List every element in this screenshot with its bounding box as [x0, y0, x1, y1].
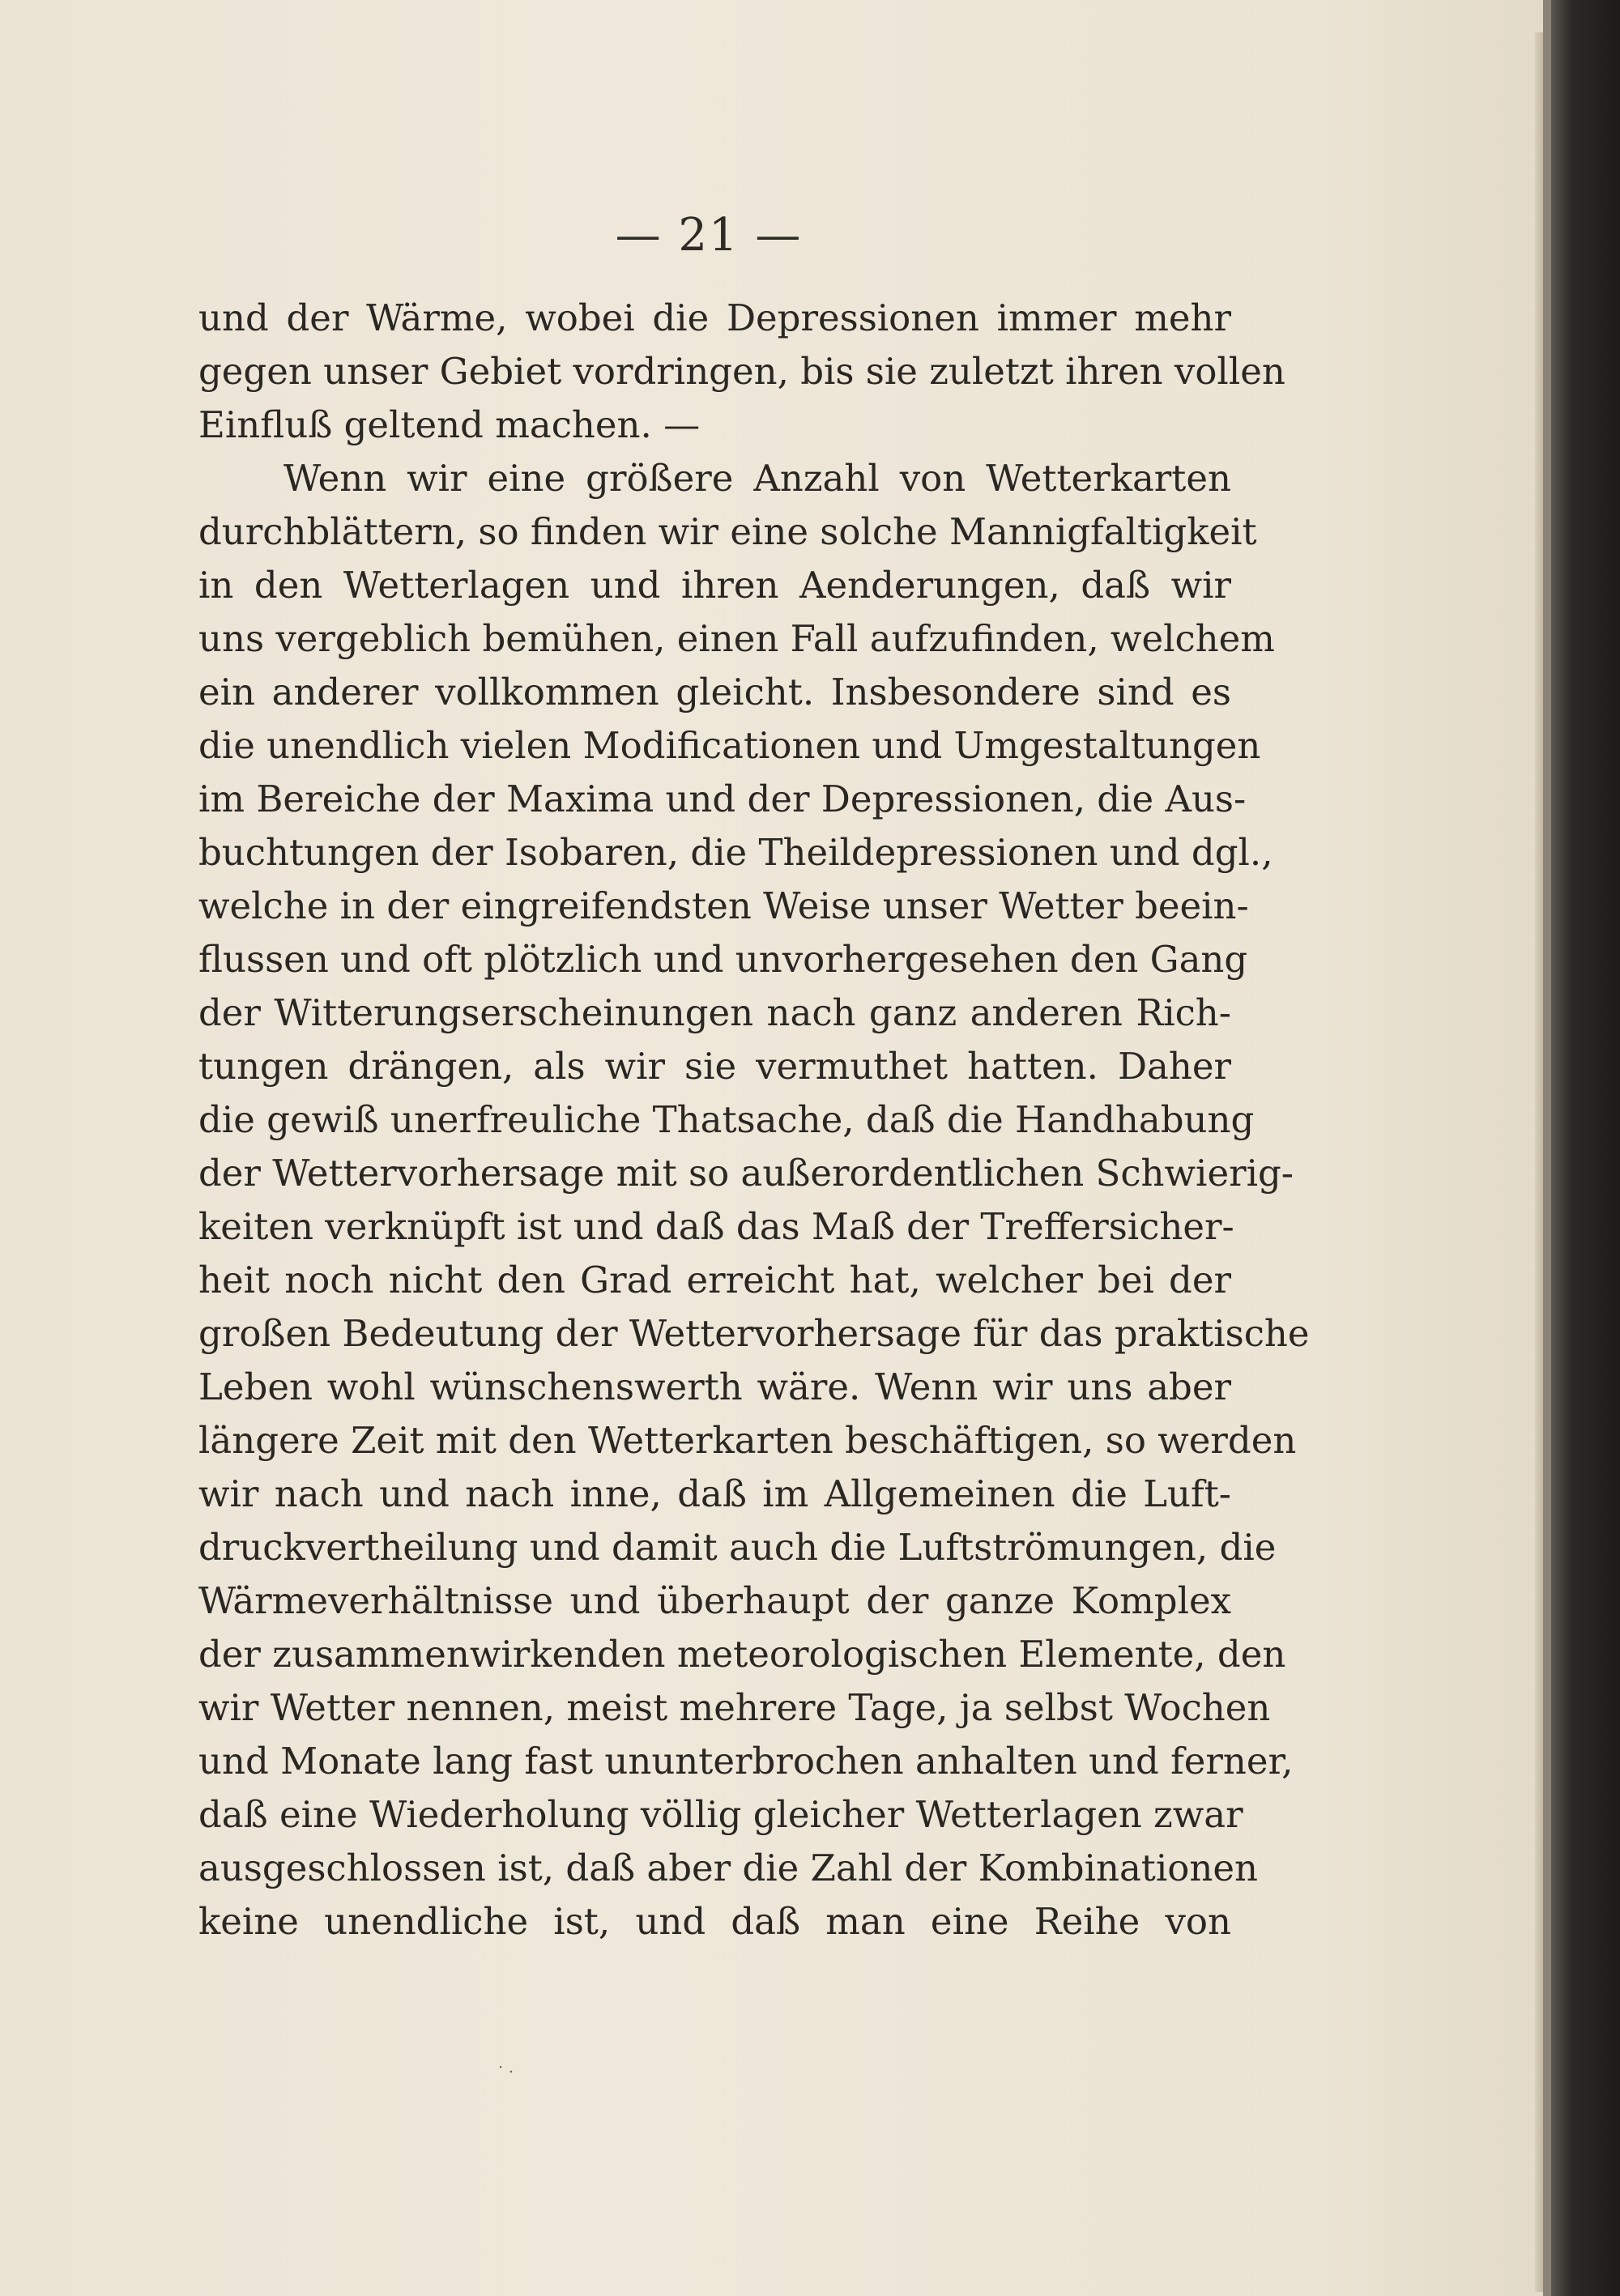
text-line: daß eine Wiederholung völlig gleicher Wetterlagen zwar [198, 1793, 1243, 1836]
text-line: in den Wetterlagen und ihren Aenderungen, daß wir [198, 564, 1231, 607]
text-line: ein anderer vollkommen gleicht. Insbesondere sind es [198, 671, 1231, 714]
text-line: uns vergeblich bemühen, einen Fall aufzufinden, welchem [198, 617, 1275, 660]
text-line: die unendlich vielen Modificationen und Umgestaltungen [198, 724, 1261, 767]
text-line: flussen und oft plötzlich und unvorhergesehen den Gang [198, 938, 1248, 981]
text-line: Leben wohl wünschenswerth wäre. Wenn wir uns aber [198, 1365, 1231, 1408]
text-line: durchblättern, so finden wir eine solche Mannigfaltigkeit [198, 510, 1257, 553]
book-cover [1551, 0, 1620, 2296]
text-line: großen Bedeutung der Wettervorhersage für das praktische [198, 1312, 1310, 1355]
cover-edge-highlight [1543, 0, 1551, 2296]
text-line: und Monate lang fast ununterbrochen anhalten und ferner, [198, 1740, 1294, 1783]
paper-specks: · . [498, 2057, 514, 2077]
text-line: der Witterungserscheinungen nach ganz anderen Rich- [198, 991, 1231, 1034]
text-line: heit noch nicht den Grad erreicht hat, welcher bei der [198, 1259, 1231, 1301]
text-line: keiten verknüpft ist und daß das Maß der Treffersicher- [198, 1205, 1234, 1248]
text-line: Wenn wir eine größere Anzahl von Wetterkarten [284, 457, 1231, 500]
text-line: der zusammenwirkenden meteorologischen Elemente, den [198, 1633, 1286, 1676]
text-line: welche in der eingreifendsten Weise unser Wetter beein- [198, 884, 1249, 927]
text-line: Wärmeverhältnisse und überhaupt der ganze Komplex [198, 1579, 1231, 1622]
text-line: keine unendliche ist, und daß man eine Reihe von [198, 1900, 1231, 1943]
text-line: wir Wetter nennen, meist mehrere Tage, ja selbst Wochen [198, 1686, 1271, 1729]
text-line: wir nach und nach inne, daß im Allgemeinen die Luft- [198, 1472, 1231, 1515]
text-line: längere Zeit mit den Wetterkarten beschäftigen, so werden [198, 1419, 1297, 1462]
text-line: Einfluß geltend machen. — [198, 403, 701, 446]
text-line: druckvertheilung und damit auch die Luftströmungen, die [198, 1526, 1277, 1569]
page-number: — 21 — [615, 209, 803, 262]
body-text [198, 292, 1310, 1949]
text-line: gegen unser Gebiet vordringen, bis sie zuletzt ihren vollen [198, 350, 1285, 393]
text-line: im Bereiche der Maxima und der Depressionen, die Aus- [198, 777, 1247, 820]
text-line: die gewiß unerfreuliche Thatsache, daß die Handhabung [198, 1098, 1255, 1141]
text-line: buchtungen der Isobaren, die Theildepressionen und dgl., [198, 831, 1273, 874]
text-line: der Wettervorhersage mit so außerordentlichen Schwierig- [198, 1152, 1294, 1195]
text-line: ausgeschlossen ist, daß aber die Zahl der Kombinationen [198, 1847, 1258, 1889]
text-line: tungen drängen, als wir sie vermuthet hatten. Daher [198, 1045, 1231, 1088]
text-line: und der Wärme, wobei die Depressionen immer mehr [198, 296, 1231, 339]
